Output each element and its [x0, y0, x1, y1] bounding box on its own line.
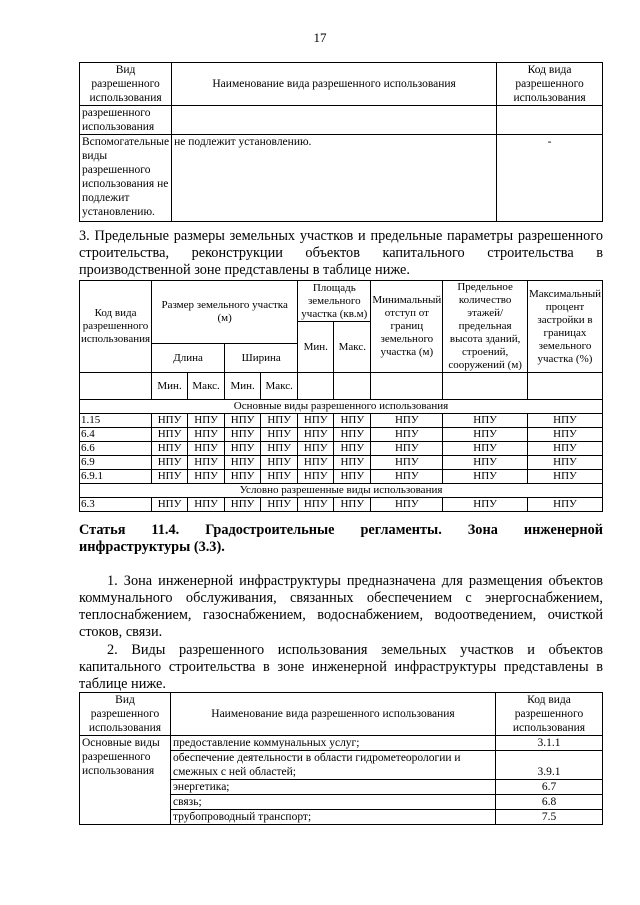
permitted-use-table-infrastructure [79, 692, 603, 825]
use-code: 3.1.1 [496, 736, 603, 751]
row-value: НПУ [371, 442, 443, 456]
row-value: НПУ [527, 456, 602, 470]
row-value: НПУ [152, 470, 188, 484]
header-length-max: Макс. [188, 373, 225, 400]
row-value: НПУ [334, 498, 371, 512]
use-code: 6.7 [496, 780, 603, 795]
row-value: НПУ [334, 470, 371, 484]
row-value: НПУ [261, 470, 298, 484]
header-width-max: Макс. [261, 373, 298, 400]
table-row [80, 428, 603, 442]
use-name: обеспечение деятельности в области гидрометеорологии и смежных с ней областей; [171, 751, 496, 780]
use-name: связь; [171, 795, 496, 810]
header-length-min: Мин. [152, 373, 188, 400]
header-area-max: Макс. [334, 322, 371, 373]
aux-use-label: Вспомогательные виды разрешенного использования не подлежит установлению. [80, 135, 172, 222]
use-name: предоставление коммунальных услуг; [171, 736, 496, 751]
row-value: НПУ [298, 498, 334, 512]
section-conditional-uses: Условно разрешенные виды использования [80, 484, 603, 498]
row-value: НПУ [371, 456, 443, 470]
header-area-min: Мин. [298, 322, 334, 373]
table-row [80, 106, 603, 135]
row-value: НПУ [188, 442, 225, 456]
row-value: НПУ [443, 428, 528, 442]
row-code: 6.9 [80, 456, 152, 470]
header-coverage: Максимальный процент застройки в границах земельного участка (%) [527, 281, 602, 373]
row-value: НПУ [188, 414, 225, 428]
row-value: НПУ [188, 470, 225, 484]
row-code: 6.6 [80, 442, 152, 456]
row-code: 6.4 [80, 428, 152, 442]
header-use-name: Наименование вида разрешенного использования [171, 693, 496, 736]
row-value: НПУ [334, 456, 371, 470]
table-row [80, 414, 603, 428]
header-area: Площадь земельного участка (кв.м) [298, 281, 371, 322]
row-value: НПУ [443, 498, 528, 512]
row-value: НПУ [261, 428, 298, 442]
header-size: Размер земельного участка (м) [152, 281, 298, 344]
table-row [80, 498, 603, 512]
zone-paragraph-2: 2. Виды разрешенного использования земельных участков и объектов капитального строительства в зоне инженерной инфраструктуры представлены в таблице ниже. [79, 642, 603, 692]
row-value: НПУ [371, 414, 443, 428]
row-value: НПУ [298, 428, 334, 442]
header-length: Длина [152, 344, 225, 373]
row-value: НПУ [443, 470, 528, 484]
table-row [80, 456, 603, 470]
paragraph-3: 3. Предельные размеры земельных участков и предельные параметры разрешенного строительства, реконструкции объектов капитального строительства в производственной зоне представлены в таблице ниже. [79, 228, 603, 278]
use-name: трубопроводный транспорт; [171, 810, 496, 825]
row-value: НПУ [527, 498, 602, 512]
row-value: НПУ [298, 442, 334, 456]
row-value: НПУ [152, 456, 188, 470]
header-use-type: Вид разрешенного использования [80, 63, 172, 106]
header-setback: Минимальный отступ от границ земельного участка (м) [371, 281, 443, 373]
row-value: НПУ [188, 456, 225, 470]
row-value: НПУ [527, 414, 602, 428]
header-use-type: Вид разрешенного использования [80, 693, 171, 736]
header-width: Ширина [225, 344, 298, 373]
header-use-code: Код вида разрешенного использования [496, 693, 603, 736]
row-value: НПУ [261, 498, 298, 512]
parameters-table [79, 280, 603, 512]
aux-use-name: не подлежит установлению. [172, 135, 497, 222]
row-value: НПУ [298, 414, 334, 428]
row-code: 6.9.1 [80, 470, 152, 484]
page-number: 17 [313, 30, 327, 45]
row-value: НПУ [298, 456, 334, 470]
row-value: НПУ [225, 414, 261, 428]
table-row [80, 135, 603, 222]
article-heading [79, 522, 603, 556]
header-use-code: Код вида разрешенного использования [497, 63, 603, 106]
row-value: НПУ [527, 442, 602, 456]
use-code: 7.5 [496, 810, 603, 825]
use-code: 3.9.1 [496, 751, 603, 780]
row-value: НПУ [152, 442, 188, 456]
header-floors: Предельное количество этажей/ предельная высота зданий, строений, сооружений (м) [443, 281, 528, 373]
row-value: НПУ [334, 414, 371, 428]
row-value: НПУ [225, 428, 261, 442]
row-value: НПУ [152, 428, 188, 442]
row-value: НПУ [225, 442, 261, 456]
row-value: НПУ [152, 498, 188, 512]
zone-paragraph-1: 1. Зона инженерной инфраструктуры предназначена для размещения объектов коммунального обслуживания, связанных обеспечением с энергоснабжением, теплоснабжением, газоснабжением, водоснабжением, водоотведением, очисткой стоков, связи. [79, 573, 603, 640]
row-value: НПУ [225, 456, 261, 470]
section-main-uses: Основные виды разрешенного использования [80, 400, 603, 414]
row-value: НПУ [225, 470, 261, 484]
use-code: 6.8 [496, 795, 603, 810]
row-value: НПУ [261, 456, 298, 470]
row-value: НПУ [371, 470, 443, 484]
header-code: Код вида разрешенного использования [80, 281, 152, 373]
row-value: НПУ [152, 414, 188, 428]
permitted-use-table-top [79, 62, 603, 222]
header-width-min: Мин. [225, 373, 261, 400]
row-value: НПУ [298, 470, 334, 484]
table-row [80, 442, 603, 456]
row-value: НПУ [188, 498, 225, 512]
header-use-name: Наименование вида разрешенного использования [172, 63, 497, 106]
aux-use-code: - [497, 135, 603, 222]
row-value: НПУ [371, 428, 443, 442]
article-heading-text: Статья 11.4. Градостроительные регламенты. Зона инженерной инфраструктуры (3.3). [79, 522, 603, 555]
row-code: 1.15 [80, 414, 152, 428]
row-value: НПУ [261, 414, 298, 428]
table-row [80, 470, 603, 484]
row-value: НПУ [225, 498, 261, 512]
row-value: НПУ [443, 456, 528, 470]
row-code: 6.3 [80, 498, 152, 512]
use-name: энергетика; [171, 780, 496, 795]
row-label-continued: разрешенного использования [80, 106, 172, 135]
row-value: НПУ [334, 442, 371, 456]
row-value: НПУ [527, 428, 602, 442]
row-value: НПУ [334, 428, 371, 442]
row-value: НПУ [261, 442, 298, 456]
row-value: НПУ [443, 414, 528, 428]
row-value: НПУ [371, 498, 443, 512]
group-label-main: Основные виды разрешенного использования [80, 736, 171, 825]
row-value: НПУ [443, 442, 528, 456]
table-header-row [80, 63, 603, 106]
row-value: НПУ [188, 428, 225, 442]
row-value: НПУ [527, 470, 602, 484]
